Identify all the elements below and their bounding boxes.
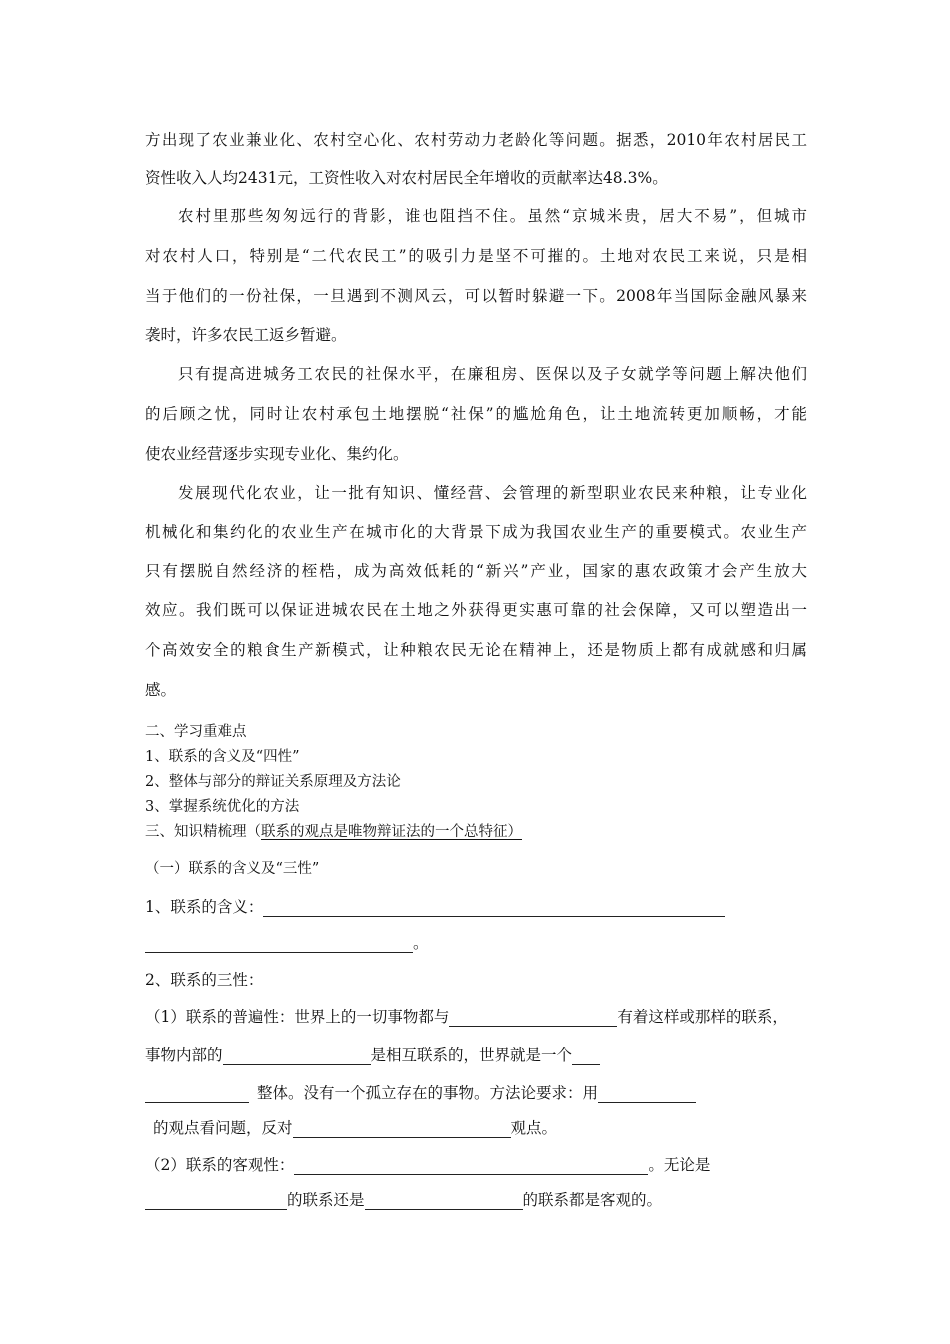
universality-line [145,1007,788,1027]
text: 是相互联系的，世界就是一个 [370,1046,573,1064]
answer-blank[interactable] [572,1048,600,1065]
text: （2）联系的客观性： [145,1156,295,1174]
subsection-heading: （一）联系的含义及“三性” [145,861,320,877]
paragraph-line: 方出现了农业兼业化、农村空心化、农村劳动力老龄化等问题。据悉，2010年农村居民工 [145,131,807,149]
answer-blank[interactable] [598,1086,696,1103]
answer-blank[interactable] [365,1193,523,1210]
paragraph-line: 袭时，许多农民工返乡暂避。 [145,326,347,344]
paragraph-line: 发展现代化农业，让一批有知识、懂经营、会管理的新型职业农民来种粮，让专业化 [178,484,807,502]
answer-blank[interactable] [145,936,413,953]
answer-blank[interactable] [223,1048,371,1065]
question-label: 2、联系的三性： [145,971,264,989]
paragraph-line: 个高效安全的粮食生产新模式，让种粮农民无论在精神上，还是物质上都有成就感和归属 [145,641,807,659]
question-label: 1、联系的含义： [145,898,264,916]
answer-blank[interactable] [145,1086,249,1103]
paragraph-line: 只有提高进城务工农民的社保水平，在廉租房、医保以及子女就学等问题上解决他们 [178,365,807,383]
objectivity-line [145,1155,710,1175]
list-item: 1、联系的含义及“四性” [145,749,300,765]
question-meaning-cont [145,933,429,953]
question-meaning [145,897,725,917]
text: 。无论是 [648,1156,711,1174]
section-heading-prefix: 三、知识精梳理（ [145,824,261,840]
text: （1）联系的普遍性：世界上的一切事物都与 [145,1008,450,1026]
text: 的联系都是客观的。 [522,1191,663,1209]
text: 观点。 [510,1119,558,1137]
text: 整体。没有一个孤立存在的事物。方法论要求：用 [257,1084,599,1102]
answer-blank[interactable] [293,1121,511,1138]
paragraph-line: 使农业经营逐步实现专业化、集约化。 [145,445,409,463]
answer-blank[interactable] [145,1193,287,1210]
paragraph-line: 效应。我们既可以保证进城农民在土地之外获得更实惠可靠的社会保障，又可以塑造出一 [145,601,807,619]
list-item: 3、掌握系统优化的方法 [145,799,300,815]
punctuation: 。 [413,934,429,952]
list-item: 2、整体与部分的辩证关系原理及方法论 [145,774,401,790]
answer-blank[interactable] [449,1010,617,1027]
objectivity-line [145,1190,662,1210]
answer-blank[interactable] [263,900,725,917]
text: 的观点看问题，反对 [153,1119,293,1137]
paragraph-line: 资性收入人均2431元，工资性收入对农村居民全年增收的贡献率达48.3%。 [145,169,668,187]
text: 有着这样或那样的联系， [617,1008,788,1026]
paragraph-line: 对农村人口，特别是“二代农民工”的吸引力是坚不可摧的。土地对农民工来说，只是相 [145,247,807,265]
paragraph-line: 只有摆脱自然经济的桎梏，成为高效低耗的“新兴”产业，国家的惠农政策才会产生放大 [145,562,807,580]
answer-blank[interactable] [294,1158,648,1175]
paragraph-line: 感。 [145,681,177,699]
universality-line [153,1118,557,1138]
paragraph-line: 当于他们的一份社保，一旦遇到不测风云，可以暂时躲避一下。2008年当国际金融风暴来 [145,287,807,305]
universality-line [145,1083,696,1103]
section-heading [145,822,522,842]
paragraph-line: 农村里那些匆匆远行的背影，谁也阻挡不住。虽然“京城米贵，居大不易”，但城市 [178,207,807,225]
text: 事物内部的 [145,1046,223,1064]
section-heading: 二、学习重难点 [145,724,247,740]
universality-line [145,1045,600,1065]
text: 的联系还是 [287,1191,365,1209]
section-heading-underlined: 联系的观点是唯物辩证法的一个总特征） [261,824,522,840]
paragraph-line: 机械化和集约化的农业生产在城市化的大背景下成为我国农业生产的重要模式。农业生产 [145,523,807,541]
paragraph-line: 的后顾之忧，同时让农村承包土地摆脱“社保”的尴尬角色，让土地流转更加顺畅，才能 [145,405,807,423]
